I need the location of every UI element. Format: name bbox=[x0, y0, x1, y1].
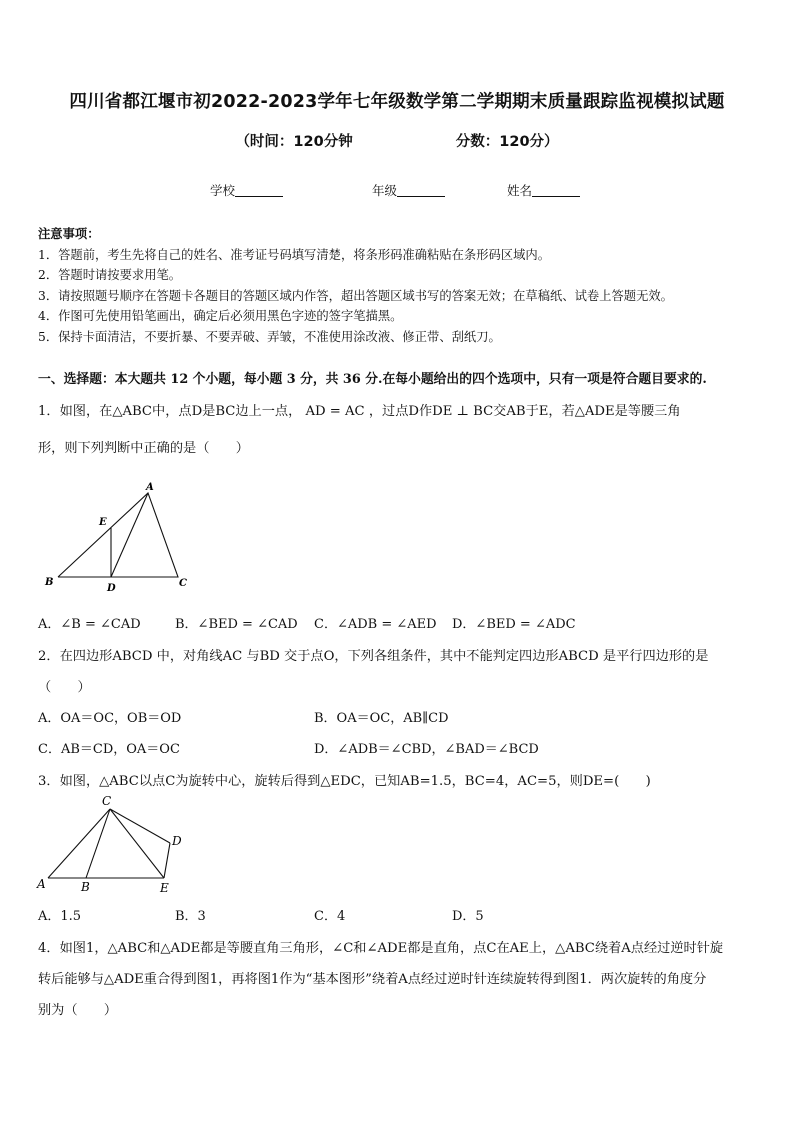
q2-option-b[interactable]: B．OA＝OC，AB∥CD bbox=[314, 711, 449, 726]
q3-option-a[interactable]: A．1.5 bbox=[38, 909, 82, 924]
q1-figure bbox=[40, 478, 200, 593]
q2-text-line1: 2．在四边形ABCD 中，对角线AC 与BD 交于点O，下列各组条件，其中不能判定四边形ABCD 是平行四边形的是 bbox=[38, 649, 709, 664]
note-item: 3．请按照题号顺序在答题卡各题目的答题区域内作答，超出答题区域书写的答案无效；在草稿纸、试卷上答题无效。 bbox=[38, 288, 673, 303]
q4-text-line1: 4．如图1，△ABC和△ADE都是等腰直角三角形，∠C和∠ADE都是直角，点C在AE上，△ABC绕着A点经过逆时针旋 bbox=[38, 941, 724, 956]
q1-option-c[interactable]: C．∠ADB = ∠AED bbox=[314, 617, 437, 632]
q3-segment-cd bbox=[110, 809, 170, 843]
q1-label-e: E bbox=[99, 517, 107, 528]
q1-label-b: B bbox=[45, 577, 54, 588]
q1-option-b[interactable]: B．∠BED = ∠CAD bbox=[175, 617, 298, 632]
q3-label-c: C bbox=[102, 794, 112, 808]
exam-subtitle bbox=[0, 130, 794, 151]
exam-title: 四川省都江堰市初2022-2023学年七年级数学第二学期期末质量跟踪监视模拟试题 bbox=[69, 92, 725, 112]
q1-triangle-abc bbox=[58, 493, 178, 577]
q3-label-a: A bbox=[37, 877, 46, 891]
q1-segment-ad bbox=[111, 493, 148, 577]
q1-label-a: A bbox=[146, 482, 154, 493]
q2-option-d[interactable]: D．∠ADB＝∠CBD，∠BAD＝∠BCD bbox=[314, 742, 539, 757]
school-blank bbox=[235, 184, 283, 197]
q1-text-line1: 1．如图，在△ABC中，点D是BC边上一点， AD = AC ，过点D作DE ⊥ BC交AB于E，若△ADE是等腰三角 bbox=[38, 404, 681, 419]
q3-segment-ca bbox=[48, 809, 110, 878]
note-item: 4．作图可先使用铅笔画出，确定后必须用黑色字迹的签字笔描黑。 bbox=[38, 309, 403, 324]
q3-segment-ce bbox=[110, 809, 164, 878]
q2-option-a[interactable]: A．OA＝OC，OB＝OD bbox=[38, 711, 182, 726]
section-heading: 一、选择题：本大题共 12 个小题，每小题 3 分，共 36 分.在每小题给出的四个选项中，只有一项是符合题目要求的. bbox=[38, 372, 707, 387]
grade-blank bbox=[397, 184, 445, 197]
school-label: 学校 bbox=[210, 183, 236, 198]
time-limit: （时间：120分钟 bbox=[235, 134, 353, 150]
q3-text-line1: 3．如图，△ABC以点C为旋转中心，旋转后得到△EDC，已知AB=1.5，BC=4，AC=5，则DE=( ) bbox=[38, 774, 651, 789]
notes-block bbox=[38, 224, 768, 348]
name-blank bbox=[532, 184, 580, 197]
name-label: 姓名 bbox=[507, 183, 533, 198]
q1-label-c: C bbox=[179, 578, 187, 589]
q3-option-b[interactable]: B．3 bbox=[175, 909, 206, 924]
q2-text-line2: （ ） bbox=[38, 680, 91, 695]
q2-option-c[interactable]: C．AB＝CD，OA＝OC bbox=[38, 742, 180, 757]
q4-text-line2: 转后能够与△ADE重合得到图1，再将图1作为“基本图形”绕着A点经过逆时针连续旋转得到图1．两次旋转的角度分 bbox=[38, 972, 707, 987]
q1-option-a[interactable]: A．∠B = ∠CAD bbox=[38, 617, 141, 632]
q4-text-line3: 别为（ ） bbox=[38, 1003, 118, 1018]
school-field bbox=[210, 181, 283, 199]
q1-text-line2: 形，则下列判断中正确的是（ ） bbox=[38, 441, 249, 456]
q1-label-d: D bbox=[107, 583, 116, 593]
q3-option-d[interactable]: D．5 bbox=[452, 909, 484, 924]
note-item: 1．答题前，考生先将自己的姓名、准考证号码填写清楚，将条形码准确粘贴在条形码区域内。 bbox=[38, 247, 550, 262]
q3-label-e: E bbox=[160, 881, 169, 895]
q1-option-d[interactable]: D．∠BED = ∠ADC bbox=[452, 617, 576, 632]
grade-field bbox=[372, 181, 445, 199]
q3-segment-cb bbox=[86, 809, 110, 878]
notes-heading: 注意事项： bbox=[38, 226, 100, 241]
note-item: 2．答题时请按要求用笔。 bbox=[38, 268, 182, 283]
grade-label: 年级 bbox=[372, 183, 398, 198]
q3-segment-de bbox=[164, 843, 170, 878]
q3-option-c[interactable]: C．4 bbox=[314, 909, 346, 924]
total-score: 分数：120分） bbox=[455, 134, 559, 150]
q3-figure bbox=[34, 792, 194, 896]
name-field bbox=[507, 181, 580, 199]
q3-label-b: B bbox=[81, 880, 90, 894]
q3-label-d: D bbox=[172, 834, 182, 848]
note-item: 5．保持卡面清洁，不要折暴、不要弄破、弄皱，不准使用涂改液、修正带、刮纸刀。 bbox=[38, 329, 501, 344]
